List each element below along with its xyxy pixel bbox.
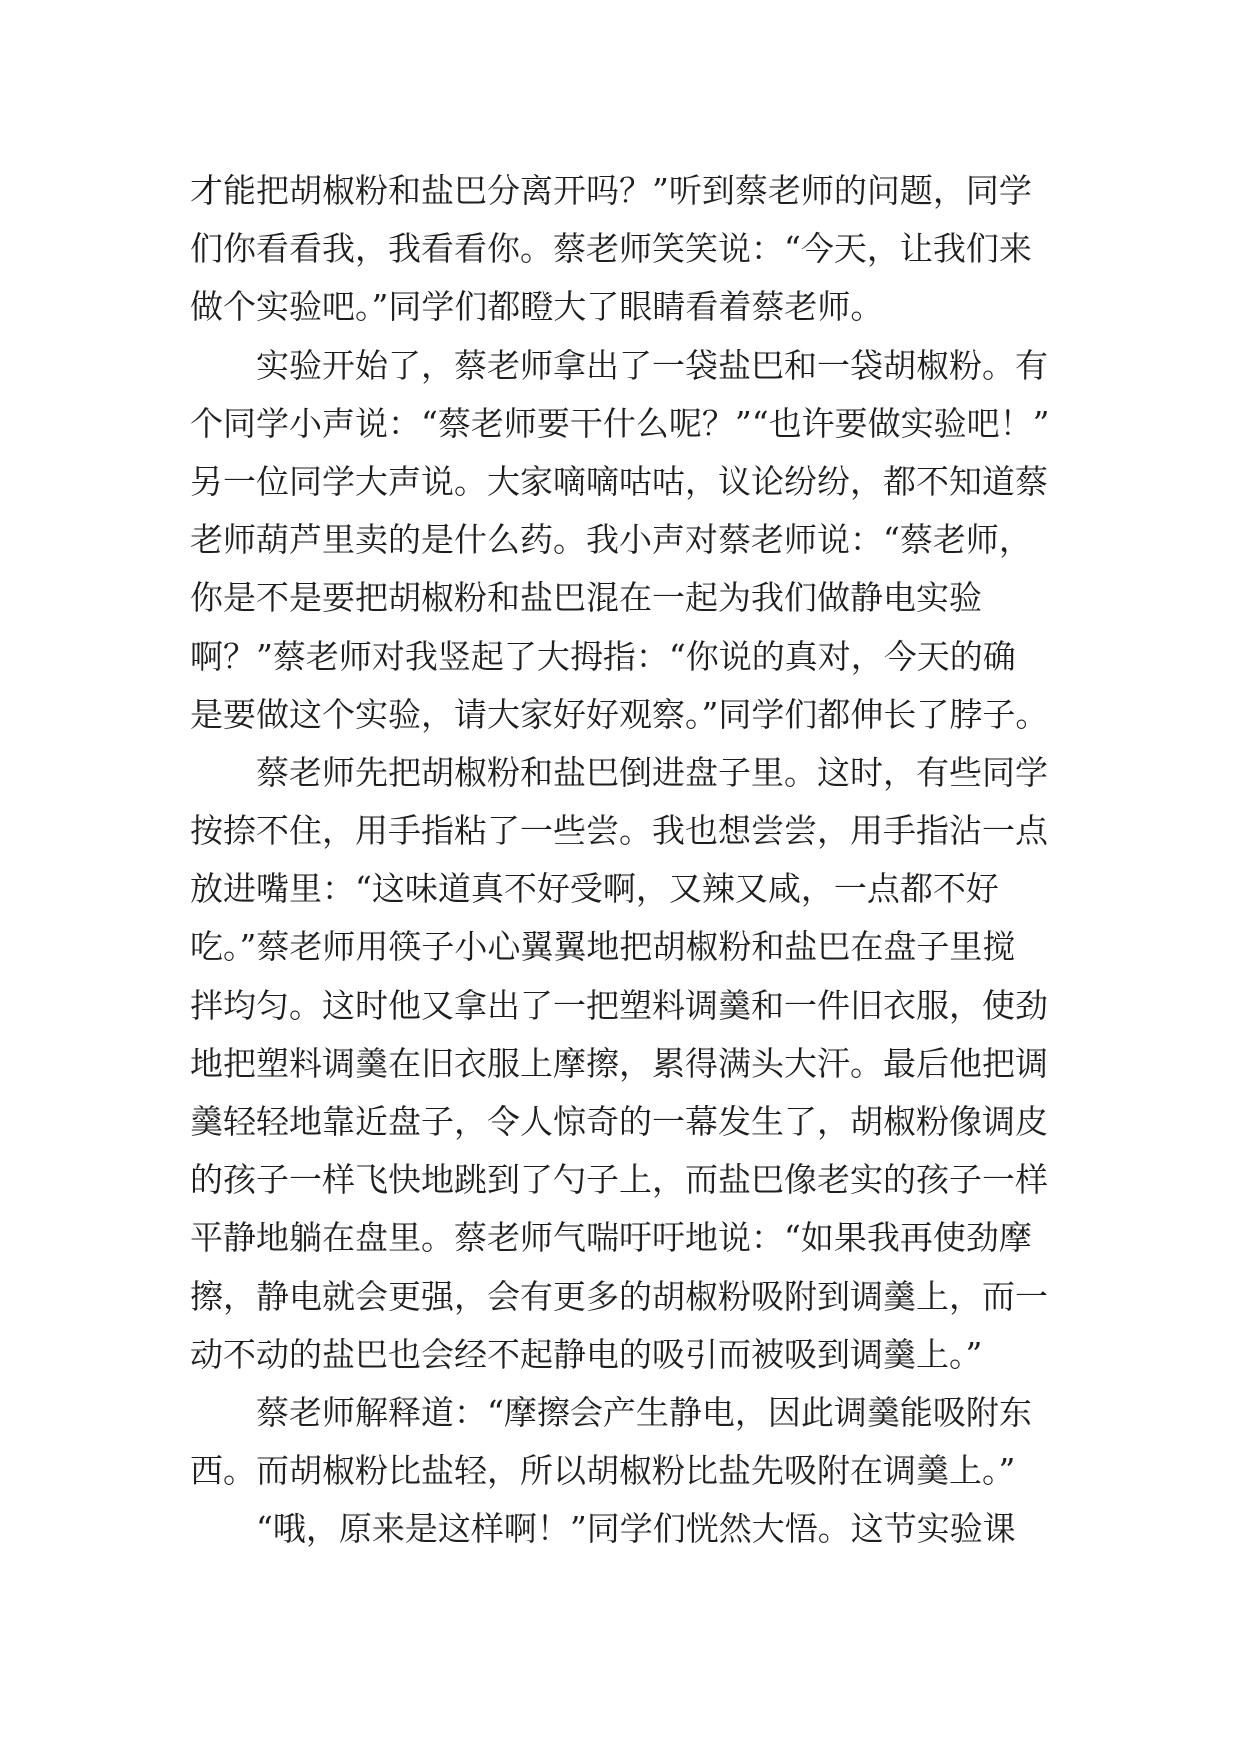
text-line: 放进嘴里：“这味道真不好受啊，又辣又咸，一点都不好 xyxy=(190,869,999,909)
text-line: 做个实验吧。”同学们都瞪大了眼睛看着蔡老师。 xyxy=(190,287,884,327)
text-line: 吃。”蔡老师用筷子小心翼翼地把胡椒粉和盐巴在盘子里搅 xyxy=(190,927,1016,967)
text-line: 个同学小声说：“蔡老师要干什么呢？”“也许要做实验吧！” xyxy=(190,403,1050,443)
text-line: 羹轻轻地靠近盘子，令人惊奇的一幕发生了，胡椒粉像调皮 xyxy=(190,1102,1048,1141)
text-line: 才能把胡椒粉和盐巴分离开吗？”听到蔡老师的问题，同学 xyxy=(190,171,1032,210)
text-line: 老师葫芦里卖的是什么药。我小声对蔡老师说：“蔡老师， xyxy=(190,520,1032,560)
text-line: 擦，静电就会更强，会有更多的胡椒粉吸附到调羹上，而一 xyxy=(190,1276,1048,1316)
body-text xyxy=(190,162,1060,1559)
paragraph-start-line: 实验开始了，蔡老师拿出了一袋盐巴和一袋胡椒粉。有 xyxy=(256,345,1048,385)
text-line: 拌均匀。这时他又拿出了一把塑料调羹和一件旧衣服，使劲 xyxy=(190,985,1048,1025)
paragraph-start-line: 蔡老师解释道：“摩擦会产生静电，因此调羹能吸附东 xyxy=(256,1392,1032,1432)
paragraph-start-line: “哦，原来是这样啊！”同学们恍然大悟。这节实验课 xyxy=(256,1509,1016,1549)
text-line: 是要做这个实验，请大家好好观察。”同学们都伸长了脖子。 xyxy=(190,694,1049,734)
text-line: 另一位同学大声说。大家嘀嘀咕咕，议论纷纷，都不知道蔡 xyxy=(190,461,1048,501)
text-line: 你是不是要把胡椒粉和盐巴混在一起为我们做静电实验 xyxy=(190,578,982,618)
text-line: 的孩子一样飞快地跳到了勺子上，而盐巴像老实的孩子一样 xyxy=(190,1160,1048,1200)
text-line: 动不动的盐巴也会经不起静电的吸引而被吸到调羹上。” xyxy=(190,1334,983,1374)
paragraph-start-line: 蔡老师先把胡椒粉和盐巴倒进盘子里。这时，有些同学 xyxy=(256,752,1048,792)
text-line: 按捺不住，用手指粘了一些尝。我也想尝尝，用手指沾一点 xyxy=(190,811,1048,851)
text-line: 西。而胡椒粉比盐轻，所以胡椒粉比盐先吸附在调羹上。” xyxy=(190,1451,1016,1491)
text-line: 地把塑料调羹在旧衣服上摩擦，累得满头大汗。最后他把调 xyxy=(190,1043,1048,1083)
text-line: 们你看看我，我看看你。蔡老师笑笑说：“今天，让我们来 xyxy=(190,229,1032,269)
text-line: 啊？”蔡老师对我竖起了大拇指：“你说的真对，今天的确 xyxy=(190,636,1016,676)
text-line: 平静地躺在盘里。蔡老师气喘吁吁地说：“如果我再使劲摩 xyxy=(190,1218,1032,1258)
